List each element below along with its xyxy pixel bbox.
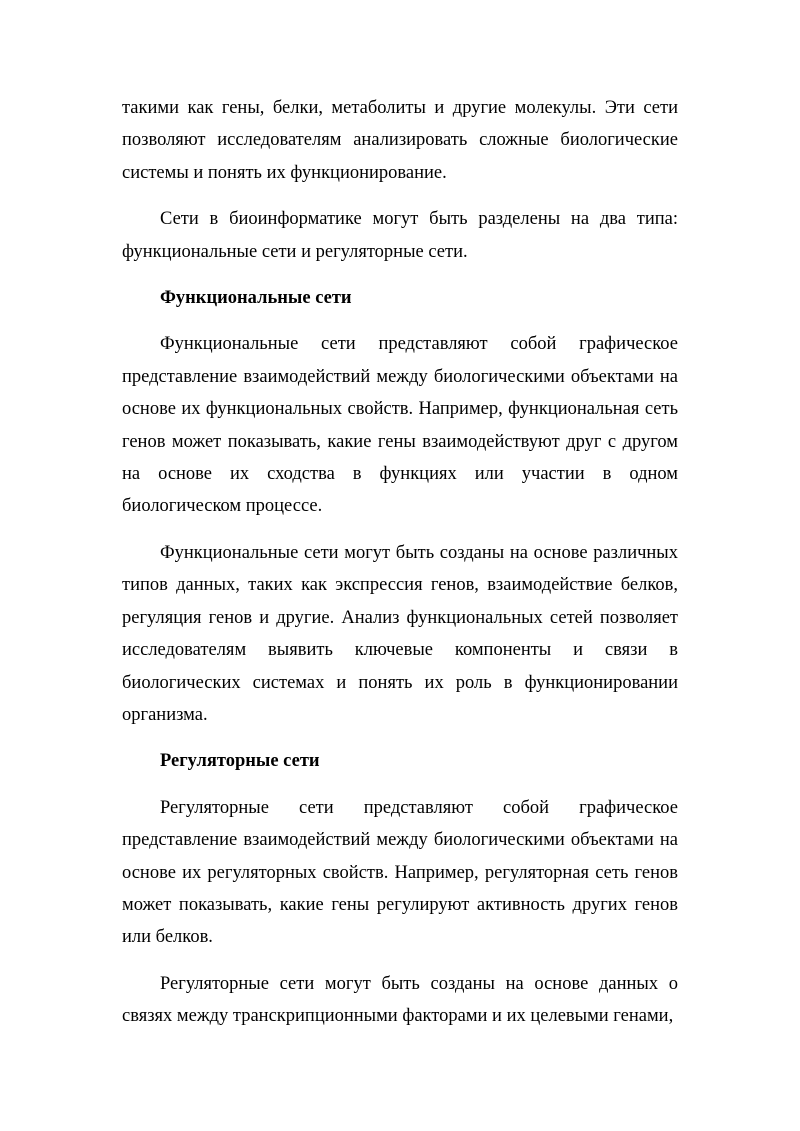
heading-regulatory-networks: Регуляторные сети bbox=[160, 751, 320, 772]
paragraph-regulatory-definition: Регуляторные сети представляют собой графическое представление взаимодействий между биологическими объектами на основе их регуляторных свойств. Например, регуляторная сеть генов может показывать, какие гены регулируют активность других генов или белков. bbox=[122, 797, 678, 948]
paragraph-functional-data-sources: Функциональные сети могут быть созданы на основе различных типов данных, таких как экспрессия генов, взаимодействие белков, регуляция генов и другие. Анализ функциональных сетей позволяет исследователям выявить ключевые компоненты и связи в биологических системах и понять их роль в функционировании организма. bbox=[122, 542, 678, 725]
document-body bbox=[122, 92, 678, 1047]
heading-functional-networks: Функциональные сети bbox=[160, 288, 352, 309]
paragraph-intro-continuation: такими как гены, белки, метаболиты и другие молекулы. Эти сети позволяют исследователям анализировать сложные биологические системы и понять их функционирование. bbox=[122, 98, 678, 183]
paragraph-functional-definition: Функциональные сети представляют собой графическое представление взаимодействий между биологическими объектами на основе их функциональных свойств. Например, функциональная сеть генов может показывать, какие гены взаимодействуют друг с другом на основе их сходства в функциях или участии в одном биологическом процессе. bbox=[122, 334, 678, 517]
paragraph-regulatory-data-sources: Регуляторные сети могут быть созданы на основе данных о связях между транскрипционными факторами и их целевыми генами, bbox=[122, 973, 678, 1027]
paragraph-network-types: Сети в биоинформатике могут быть разделены на два типа: функциональные сети и регуляторные сети. bbox=[122, 209, 678, 262]
